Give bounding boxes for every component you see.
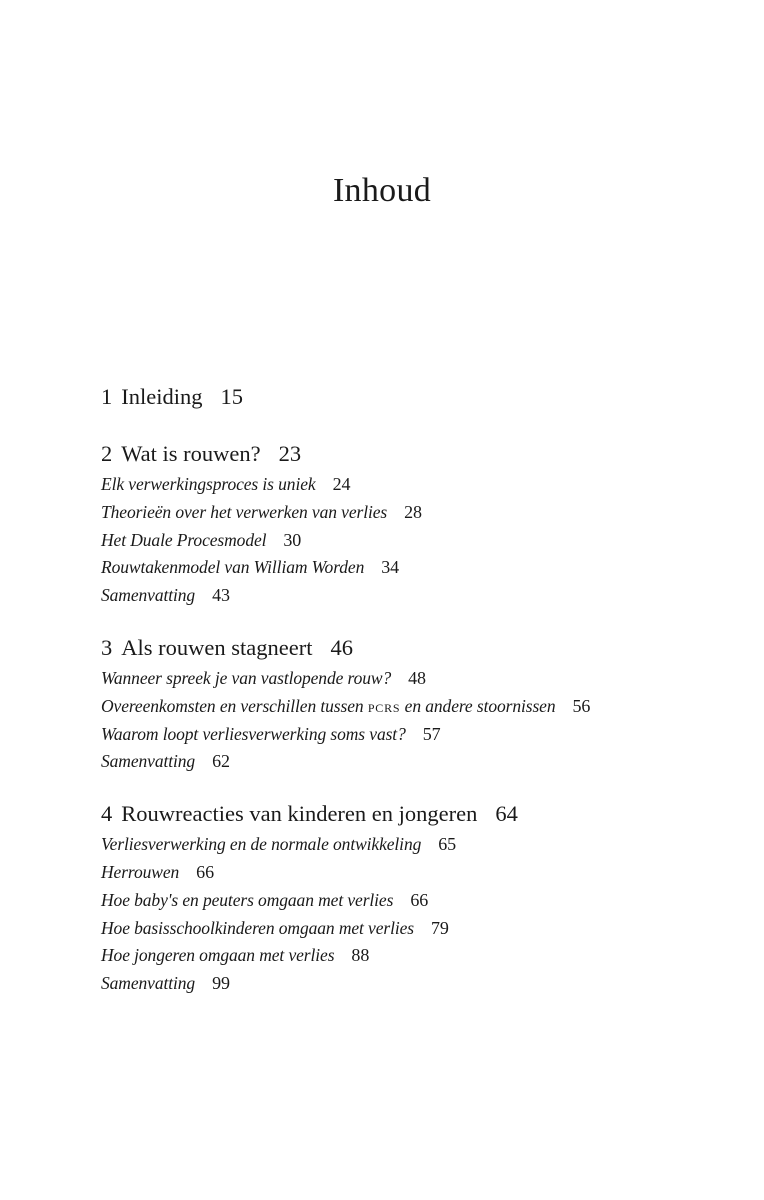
section-page-number: 99 — [212, 973, 230, 994]
toc-section-entry[interactable] — [101, 471, 721, 499]
chapter-page-number: 46 — [330, 634, 353, 660]
section-title: Hoe basisschoolkinderen omgaan met verlies — [101, 917, 415, 938]
section-title: Hoe jongeren omgaan met verlies — [101, 945, 335, 966]
toc-section-entry[interactable] — [101, 554, 721, 582]
section-title-abbreviation: pcrs — [367, 695, 401, 716]
toc-section-entry[interactable] — [101, 831, 721, 859]
toc-section-entry[interactable] — [101, 942, 721, 970]
section-page-number: 56 — [572, 695, 591, 716]
toc-section-entry[interactable] — [101, 665, 721, 693]
section-title: Samenvatting — [101, 973, 196, 994]
section-page-number: 62 — [212, 751, 230, 772]
toc-chapter — [101, 380, 721, 416]
toc-section-entry[interactable] — [101, 721, 721, 749]
section-title: Rouwtakenmodel van William Worden — [101, 557, 365, 578]
section-title-part: en andere stoornissen — [400, 695, 556, 716]
chapter-page-number: 23 — [278, 441, 302, 466]
chapter-page-number: 15 — [220, 384, 243, 409]
section-title: Samenvatting — [101, 751, 196, 772]
section-title: Waarom loopt verliesverwerking soms vast? — [101, 723, 406, 744]
toc-chapter — [101, 631, 721, 776]
chapter-page-number: 64 — [495, 801, 518, 827]
toc-chapter-entry[interactable] — [101, 437, 721, 471]
toc-section-entry[interactable] — [101, 582, 721, 610]
section-page-number: 28 — [404, 501, 422, 522]
chapter-number: 1 — [101, 384, 113, 409]
toc-chapter — [101, 797, 721, 998]
section-title: Wanneer spreek je van vastlopende rouw? — [101, 667, 392, 688]
table-of-contents — [101, 380, 721, 1019]
toc-chapter-entry[interactable] — [101, 631, 721, 665]
section-page-number: 66 — [196, 861, 214, 882]
section-page-number: 79 — [431, 917, 449, 938]
section-page-number: 30 — [283, 529, 302, 550]
chapter-number: 4 — [101, 801, 113, 827]
toc-section-entry[interactable] — [101, 915, 721, 943]
section-title: Theorieën over het verwerken van verlies — [101, 501, 388, 522]
section-title: Verliesverwerking en de normale ontwikkeling — [101, 834, 422, 855]
toc-section-entry[interactable] — [101, 499, 721, 527]
section-page-number: 34 — [381, 557, 400, 578]
section-page-number: 66 — [410, 889, 429, 910]
section-page-number: 65 — [438, 834, 457, 855]
chapter-title: Wat is rouwen? — [121, 441, 261, 466]
toc-section-entry[interactable] — [101, 859, 721, 887]
section-page-number: 48 — [408, 667, 426, 688]
toc-section-entry[interactable] — [101, 970, 721, 998]
chapter-number: 2 — [101, 441, 113, 466]
section-title: Het Duale Procesmodel — [101, 529, 267, 550]
chapter-title: Als rouwen stagneert — [121, 634, 313, 660]
section-page-number: 57 — [422, 723, 441, 744]
toc-chapter-entry[interactable] — [101, 380, 721, 416]
section-page-number: 43 — [212, 585, 230, 606]
chapter-title: Inleiding — [121, 384, 203, 409]
toc-section-entry[interactable] — [101, 887, 721, 915]
chapter-title: Rouwreacties van kinderen en jongeren — [121, 801, 478, 827]
section-page-number: 88 — [351, 945, 370, 966]
section-title: Hoe baby's en peuters omgaan met verlies — [101, 889, 394, 910]
toc-chapter-entry[interactable] — [101, 797, 721, 831]
toc-section-entry[interactable] — [101, 748, 721, 776]
section-title: Samenvatting — [101, 585, 196, 606]
section-title: Herrouwen — [101, 861, 180, 882]
section-title-part: Overeenkomsten en verschillen tussen — [101, 695, 368, 716]
section-page-number: 24 — [332, 474, 351, 494]
toc-section-entry[interactable] — [101, 527, 721, 555]
toc-chapter — [101, 437, 721, 610]
section-title: Elk verwerkingsproces is uniek — [101, 474, 316, 494]
toc-section-entry[interactable] — [101, 693, 721, 721]
page-title: Inhoud — [332, 172, 432, 209]
chapter-number: 3 — [101, 634, 113, 660]
